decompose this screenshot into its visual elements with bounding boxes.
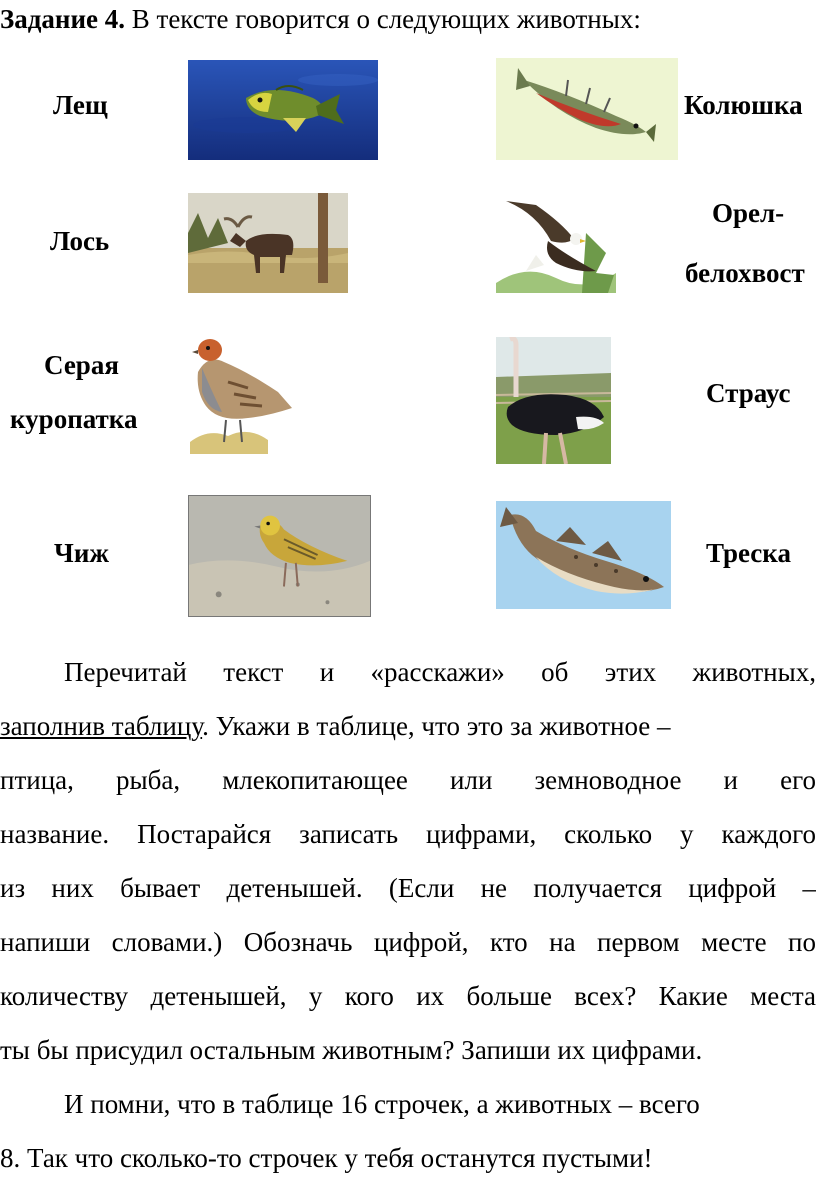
para1-line2 xyxy=(0,699,816,753)
image-kolyushka xyxy=(496,58,678,160)
para1-line8: ты бы присудил остальным животным? Запиши их цифрами. xyxy=(0,1035,703,1065)
task-number: Задание 4. xyxy=(0,4,126,34)
label-los: Лось xyxy=(50,226,110,256)
image-leshch xyxy=(188,60,378,160)
image-straus xyxy=(496,337,611,464)
label-orel-line1: Орел- xyxy=(712,198,785,228)
task-heading xyxy=(0,4,816,35)
para1-line2-rest: . Укажи в таблице, что это за животное – xyxy=(202,711,671,741)
label-leshch: Лещ xyxy=(53,90,108,120)
image-orel xyxy=(496,193,616,293)
image-chizh xyxy=(188,495,371,617)
reminder-paragraph xyxy=(0,1077,816,1185)
image-kuropatka xyxy=(188,332,296,454)
label-kolyushka: Колюшка xyxy=(684,90,803,120)
label-kuropatka-line1: Серая xyxy=(44,350,119,380)
task-intro: В тексте говорится о следующих животных: xyxy=(125,4,641,34)
para2-line2: 8. Так что сколько-то строчек у тебя останутся пустыми! xyxy=(0,1143,653,1173)
label-kuropatka-line2: куропатка xyxy=(10,404,138,434)
label-chizh: Чиж xyxy=(54,538,109,568)
label-treska: Треска xyxy=(706,538,791,568)
label-straus: Страус xyxy=(706,378,791,408)
instruction-paragraph xyxy=(0,645,816,1077)
para1-line5: из них бывает детенышей. (Если не получается цифрой – xyxy=(0,873,816,903)
para1-line7: количеству детенышей, у кого их больше всех? Какие места xyxy=(0,981,816,1011)
fill-table-underlined: заполнив таблицу xyxy=(0,711,203,741)
para2-line1: И помни, что в таблице 16 строчек, а животных – всего xyxy=(64,1089,700,1119)
para1-line6: напиши словами.) Обозначь цифрой, кто на первом месте по xyxy=(0,927,816,957)
para1-line4: название. Постарайся записать цифрами, сколько у каждого xyxy=(0,819,816,849)
image-los xyxy=(188,193,348,293)
para1-line3: птица, рыба, млекопитающее или земноводное и его xyxy=(0,765,816,795)
label-orel-line2: белохвост xyxy=(685,258,805,288)
para1-line1: Перечитай текст и «расскажи» об этих животных, xyxy=(64,657,816,687)
image-treska xyxy=(496,501,671,609)
